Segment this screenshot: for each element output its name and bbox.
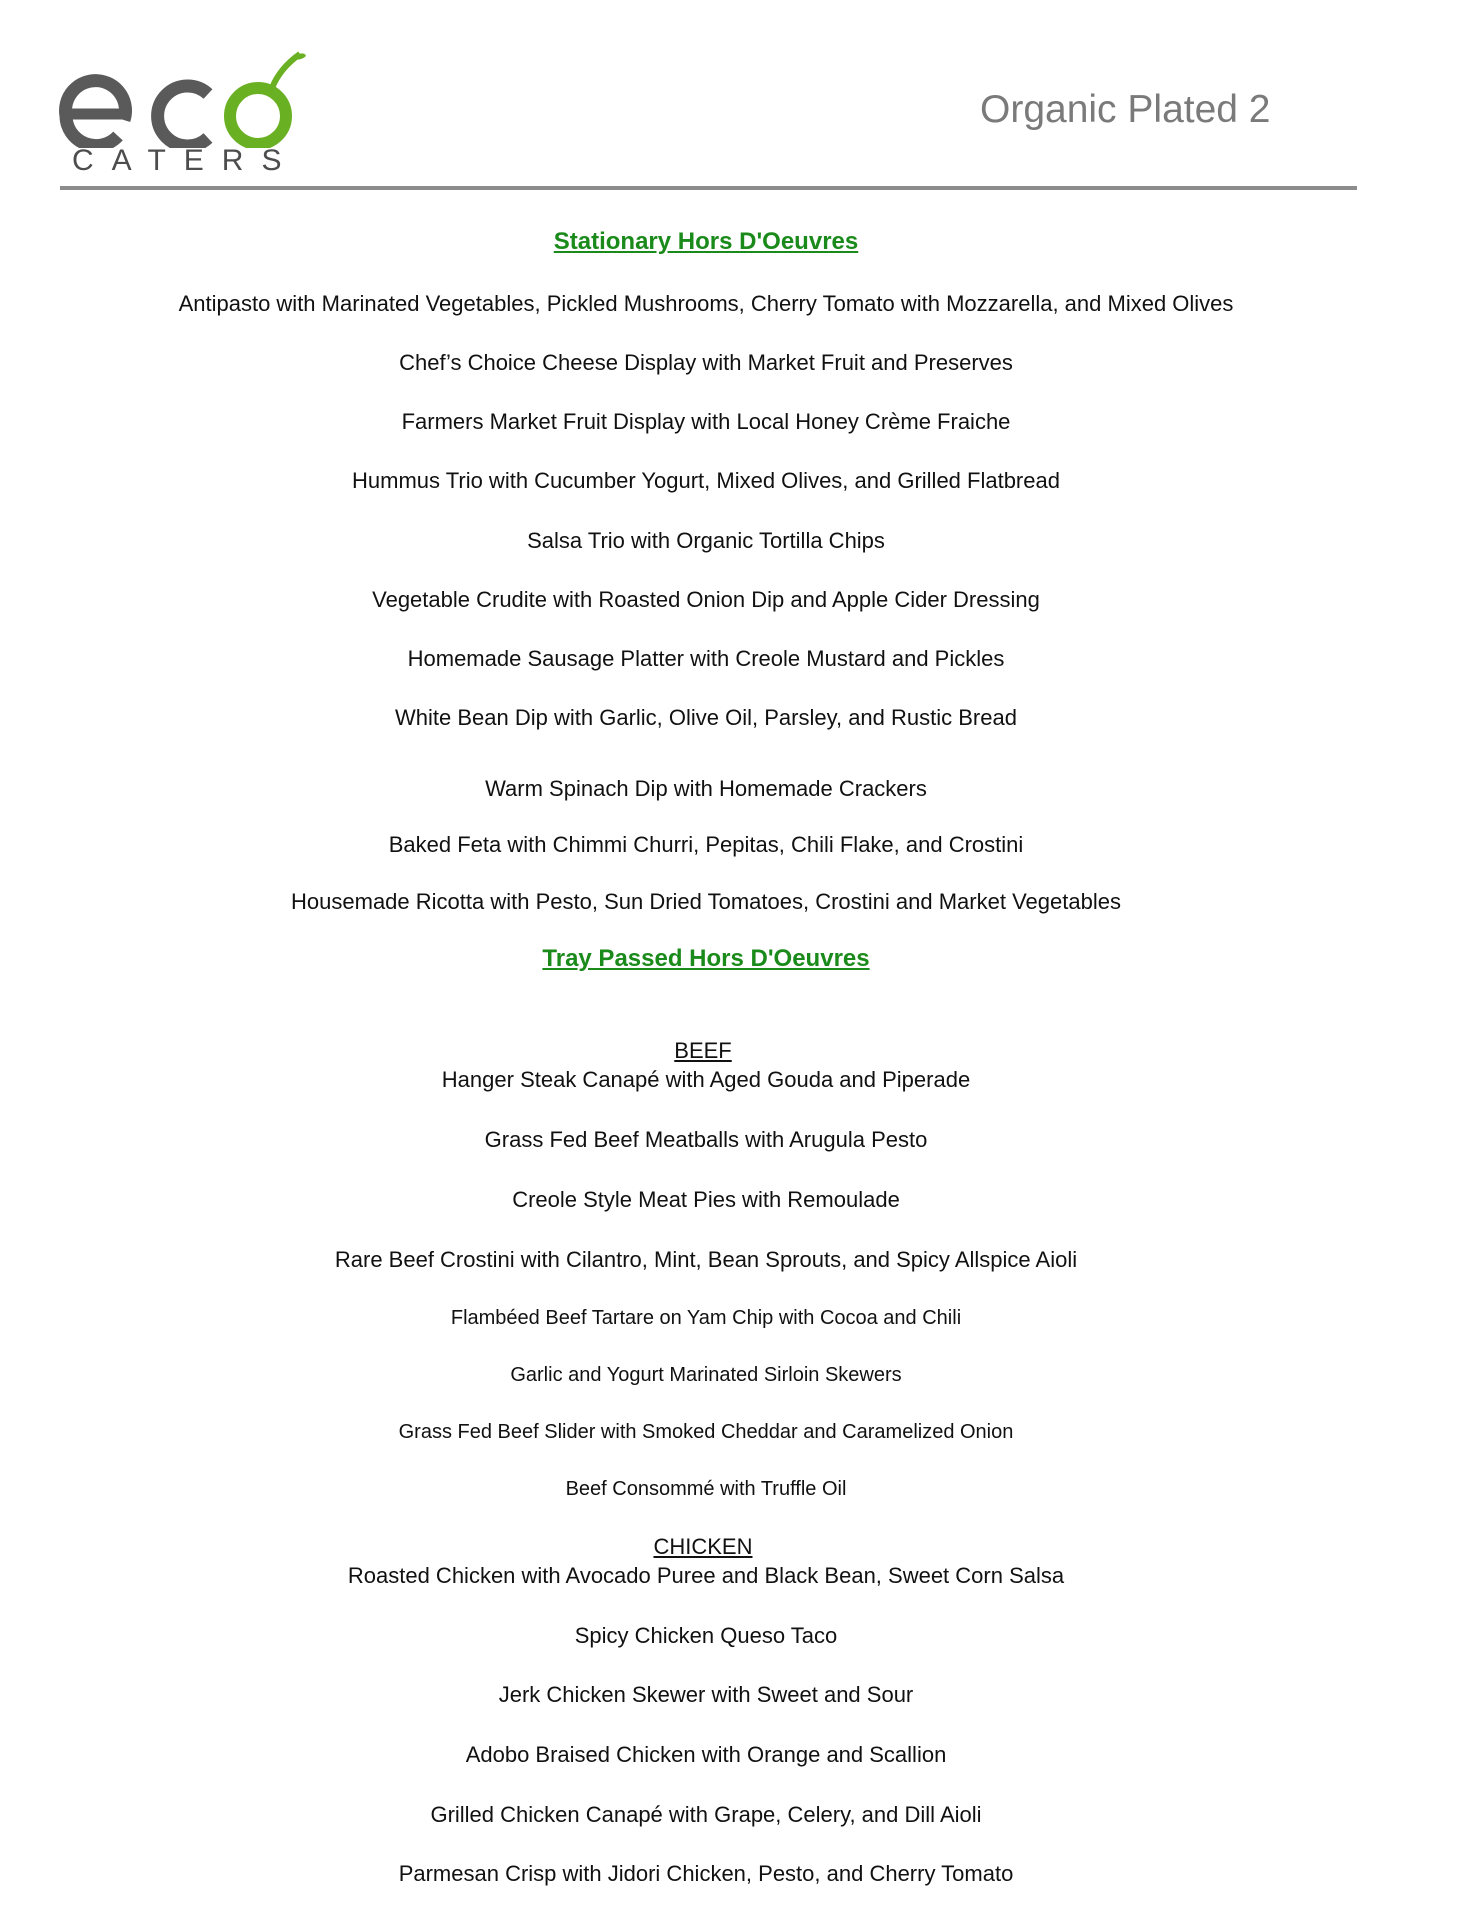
list-item: White Bean Dip with Garlic, Olive Oil, Parsley, and Rustic Bread	[395, 705, 1017, 730]
list-item: Beef Consommé with Truffle Oil	[565, 1478, 847, 1500]
beef-subheading: BEEF	[674, 1038, 732, 1063]
list-item: Garlic and Yogurt Marinated Sirloin Skewers	[510, 1364, 902, 1386]
list-item: Creole Style Meat Pies with Remoulade	[512, 1187, 900, 1212]
list-item: Salsa Trio with Organic Tortilla Chips	[527, 528, 885, 553]
document-title: Organic Plated 2	[980, 88, 1271, 131]
list-item: Warm Spinach Dip with Homemade Crackers	[485, 776, 927, 801]
eco-caters-logo	[58, 48, 308, 177]
list-item: Rare Beef Crostini with Cilantro, Mint, Bean Sprouts, and Spicy Allspice Aioli	[334, 1247, 1078, 1272]
header-divider	[60, 186, 1357, 190]
list-item: Spicy Chicken Queso Taco	[574, 1623, 838, 1648]
logo-caters-text: CATERS	[72, 144, 300, 177]
list-item: Flambéed Beef Tartare on Yam Chip with Cocoa and Chili	[450, 1307, 962, 1329]
list-item: Housemade Ricotta with Pesto, Sun Dried Tomatoes, Crostini and Market Vegetables	[291, 889, 1121, 914]
list-item: Jerk Chicken Skewer with Sweet and Sour	[498, 1682, 914, 1707]
list-item: Chef’s Choice Cheese Display with Market Fruit and Preserves	[399, 350, 1013, 375]
list-item: Antipasto with Marinated Vegetables, Pickled Mushrooms, Cherry Tomato with Mozzarella, and Mixed Olives	[178, 291, 1234, 316]
list-item: Roasted Chicken with Avocado Puree and Black Bean, Sweet Corn Salsa	[347, 1563, 1065, 1588]
logo-eco-mark	[58, 48, 308, 148]
list-item: Hummus Trio with Cucumber Yogurt, Mixed Olives, and Grilled Flatbread	[352, 468, 1060, 493]
list-item: Hanger Steak Canapé with Aged Gouda and Piperade	[441, 1067, 971, 1092]
list-item: Farmers Market Fruit Display with Local Honey Crème Fraiche	[401, 409, 1011, 434]
tray-passed-heading: Tray Passed Hors D'Oeuvres	[542, 945, 870, 972]
list-item: Grilled Chicken Canapé with Grape, Celery, and Dill Aioli	[430, 1802, 982, 1827]
list-item: Baked Feta with Chimmi Churri, Pepitas, Chili Flake, and Crostini	[388, 832, 1024, 857]
list-item: Parmesan Crisp with Jidori Chicken, Pesto, and Cherry Tomato	[398, 1861, 1014, 1886]
stationary-heading: Stationary Hors D'Oeuvres	[553, 228, 859, 255]
list-item: Vegetable Crudite with Roasted Onion Dip and Apple Cider Dressing	[372, 587, 1040, 612]
chicken-subheading: CHICKEN	[653, 1534, 753, 1559]
list-item: Homemade Sausage Platter with Creole Mustard and Pickles	[407, 646, 1005, 671]
list-item: Adobo Braised Chicken with Orange and Scallion	[465, 1742, 947, 1767]
list-item: Grass Fed Beef Meatballs with Arugula Pesto	[484, 1127, 928, 1152]
list-item: Grass Fed Beef Slider with Smoked Cheddar and Caramelized Onion	[398, 1421, 1014, 1443]
